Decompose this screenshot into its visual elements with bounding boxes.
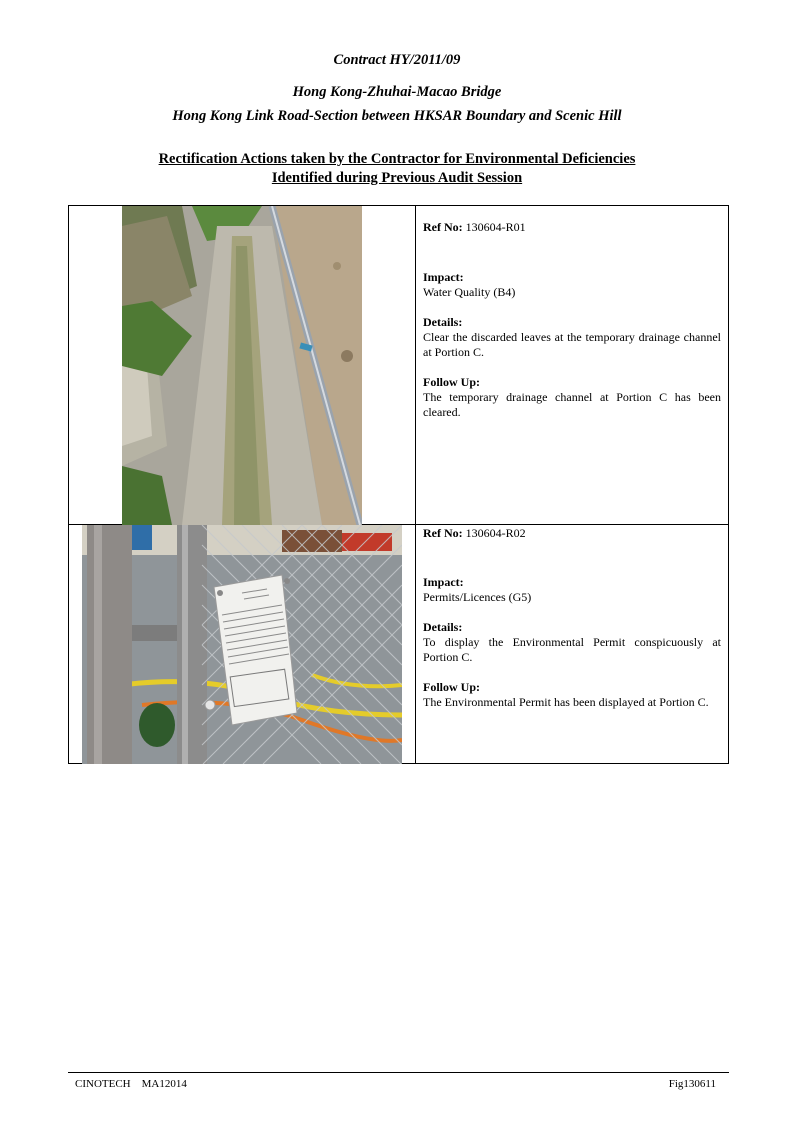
- details-value: To display the Environmental Permit conspicuously at Portion C.: [423, 635, 721, 664]
- section-name: Hong Kong Link Road-Section between HKSAR Boundary and Scenic Hill: [172, 108, 622, 124]
- photo-cell: [69, 206, 416, 525]
- follow-up-label: Follow Up:: [423, 375, 480, 389]
- impact-value: Permits/Licences (G5): [423, 590, 532, 604]
- follow-up-value: The Environmental Permit has been displayed at Portion C.: [423, 695, 709, 709]
- table-row: [69, 525, 729, 764]
- ref-label: Ref No:: [423, 220, 463, 234]
- follow-up-value: The temporary drainage channel at Portion C has been cleared.: [423, 390, 721, 419]
- project-name: Hong Kong-Zhuhai-Macao Bridge: [292, 84, 502, 100]
- details-label: Details:: [423, 315, 463, 329]
- ref-line: [423, 220, 721, 235]
- ref-label: Ref No:: [423, 526, 463, 540]
- ref-value: 130604-R02: [465, 526, 526, 540]
- impact-label: Impact:: [423, 575, 464, 589]
- page-title-line2: Identified during Previous Audit Session: [271, 170, 523, 186]
- ref-value: 130604-R01: [465, 220, 526, 234]
- drainage-channel-photo: [122, 206, 362, 525]
- footer-right: Fig130611: [668, 1078, 716, 1090]
- info-cell: [416, 525, 729, 764]
- table-row: [69, 206, 729, 525]
- page-title-line1: Rectification Actions taken by the Contractor for Environmental Deficiencies: [158, 151, 636, 167]
- follow-up-label: Follow Up:: [423, 680, 480, 694]
- impact-label: Impact:: [423, 270, 464, 284]
- permit-on-fence-photo: [82, 525, 402, 764]
- contract-number: Contract HY/2011/09: [333, 52, 461, 68]
- rectification-table: [68, 205, 729, 764]
- footer-left: CINOTECH MA12014: [75, 1078, 187, 1090]
- info-cell: [416, 206, 729, 525]
- footer-divider: [68, 1072, 729, 1073]
- ref-line: [423, 525, 721, 541]
- photo-cell: [69, 525, 416, 764]
- details-label: Details:: [423, 620, 463, 634]
- impact-value: Water Quality (B4): [423, 285, 516, 299]
- details-value: Clear the discarded leaves at the temporary drainage channel at Portion C.: [423, 330, 721, 359]
